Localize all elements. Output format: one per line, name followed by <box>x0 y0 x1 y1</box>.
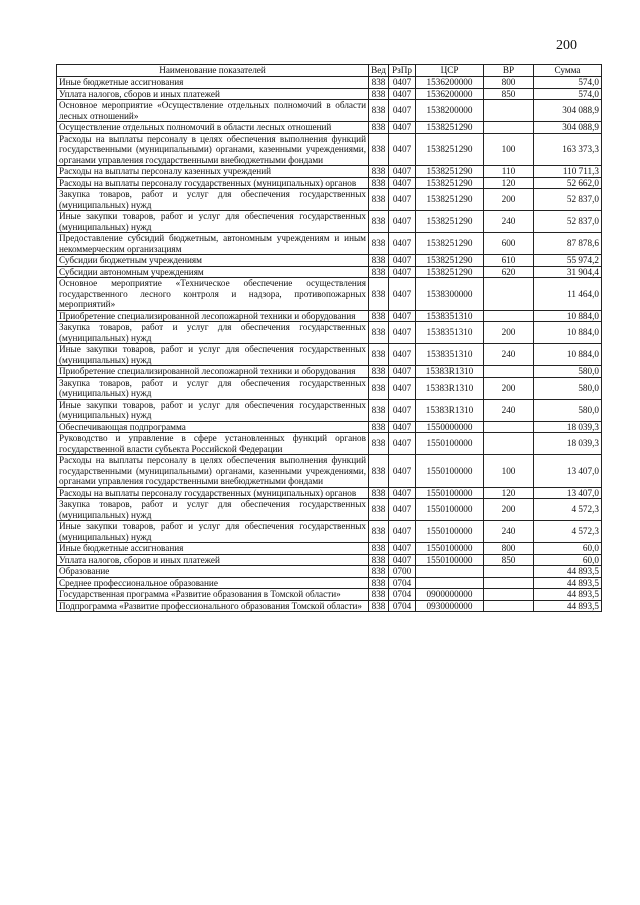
cell-ved: 838 <box>369 487 389 499</box>
cell-name: Закупка товаров, работ и услуг для обеспечения государственных (муниципальных) нужд <box>57 499 369 521</box>
cell-csr: 1538351310 <box>416 310 484 322</box>
cell-csr: 15383R1310 <box>416 377 484 399</box>
table-row <box>57 310 602 322</box>
cell-sum: 13 407,0 <box>534 455 602 488</box>
cell-vr <box>484 600 534 612</box>
cell-csr <box>416 566 484 578</box>
cell-ved: 838 <box>369 278 389 311</box>
cell-ved: 838 <box>369 255 389 267</box>
header-vr: ВР <box>484 65 534 77</box>
cell-ved: 838 <box>369 211 389 233</box>
cell-rzpr: 0704 <box>389 577 416 589</box>
cell-csr: 1550000000 <box>416 421 484 433</box>
cell-name: Уплата налогов, сборов и иных платежей <box>57 88 369 100</box>
cell-sum: 580,0 <box>534 366 602 378</box>
cell-vr: 200 <box>484 377 534 399</box>
cell-vr: 800 <box>484 543 534 555</box>
table-row <box>57 600 602 612</box>
cell-ved: 838 <box>369 166 389 178</box>
cell-rzpr: 0407 <box>389 399 416 421</box>
cell-vr <box>484 366 534 378</box>
cell-ved: 838 <box>369 88 389 100</box>
cell-name: Иные закупки товаров, работ и услуг для обеспечения государственных (муниципальных) нужд <box>57 211 369 233</box>
table-row <box>57 433 602 455</box>
cell-ved: 838 <box>369 543 389 555</box>
cell-rzpr: 0407 <box>389 322 416 344</box>
table-row <box>57 278 602 311</box>
cell-vr: 200 <box>484 189 534 211</box>
cell-rzpr: 0704 <box>389 600 416 612</box>
cell-rzpr: 0407 <box>389 554 416 566</box>
cell-name: Расходы на выплаты персоналу государственных (муниципальных) органов <box>57 177 369 189</box>
cell-ved: 838 <box>369 100 389 122</box>
table-row <box>57 88 602 100</box>
table-row <box>57 543 602 555</box>
cell-sum: 304 088,9 <box>534 100 602 122</box>
cell-sum: 163 373,3 <box>534 133 602 166</box>
cell-sum: 11 464,0 <box>534 278 602 311</box>
cell-rzpr: 0407 <box>389 211 416 233</box>
cell-sum: 60,0 <box>534 554 602 566</box>
cell-csr: 1550100000 <box>416 433 484 455</box>
table-row <box>57 366 602 378</box>
cell-name: Иные закупки товаров, работ и услуг для обеспечения государственных (муниципальных) нужд <box>57 399 369 421</box>
cell-vr: 120 <box>484 487 534 499</box>
table-row <box>57 521 602 543</box>
table-body <box>57 77 602 612</box>
cell-vr: 800 <box>484 77 534 89</box>
budget-table <box>56 64 602 612</box>
cell-name: Расходы на выплаты персоналу в целях обеспечения выполнения функций государственными (муниципальными) органами, казенными учреждениями, органами управления государственными внебюджетными фондами <box>57 455 369 488</box>
cell-rzpr: 0407 <box>389 499 416 521</box>
cell-sum: 52 837,0 <box>534 189 602 211</box>
cell-vr: 240 <box>484 211 534 233</box>
cell-rzpr: 0407 <box>389 278 416 311</box>
table-row <box>57 233 602 255</box>
cell-name: Иные бюджетные ассигнования <box>57 543 369 555</box>
cell-vr: 610 <box>484 255 534 267</box>
table-row <box>57 100 602 122</box>
cell-ved: 838 <box>369 266 389 278</box>
cell-csr: 1538251290 <box>416 177 484 189</box>
cell-csr: 1538251290 <box>416 255 484 267</box>
header-sum: Сумма <box>534 65 602 77</box>
cell-rzpr: 0407 <box>389 521 416 543</box>
cell-ved: 838 <box>369 399 389 421</box>
cell-sum: 44 893,5 <box>534 589 602 601</box>
table-row <box>57 211 602 233</box>
cell-sum: 13 407,0 <box>534 487 602 499</box>
cell-name: Закупка товаров, работ и услуг для обеспечения государственных (муниципальных) нужд <box>57 377 369 399</box>
cell-rzpr: 0407 <box>389 122 416 134</box>
cell-ved: 838 <box>369 577 389 589</box>
cell-sum: 4 572,3 <box>534 521 602 543</box>
cell-vr <box>484 421 534 433</box>
cell-ved: 838 <box>369 233 389 255</box>
cell-ved: 838 <box>369 189 389 211</box>
cell-ved: 838 <box>369 433 389 455</box>
cell-vr: 240 <box>484 399 534 421</box>
cell-sum: 44 893,5 <box>534 577 602 589</box>
cell-ved: 838 <box>369 322 389 344</box>
cell-rzpr: 0407 <box>389 100 416 122</box>
cell-rzpr: 0407 <box>389 421 416 433</box>
cell-csr: 1536200000 <box>416 88 484 100</box>
cell-vr: 600 <box>484 233 534 255</box>
cell-csr: 1538251290 <box>416 266 484 278</box>
table-row <box>57 455 602 488</box>
cell-name: Уплата налогов, сборов и иных платежей <box>57 554 369 566</box>
cell-rzpr: 0704 <box>389 589 416 601</box>
cell-vr: 120 <box>484 177 534 189</box>
cell-ved: 838 <box>369 344 389 366</box>
cell-vr: 850 <box>484 88 534 100</box>
cell-ved: 838 <box>369 77 389 89</box>
cell-csr: 1538351310 <box>416 322 484 344</box>
cell-vr <box>484 310 534 322</box>
cell-csr <box>416 577 484 589</box>
cell-ved: 838 <box>369 177 389 189</box>
cell-sum: 60,0 <box>534 543 602 555</box>
cell-csr: 1538251290 <box>416 166 484 178</box>
table-row <box>57 399 602 421</box>
cell-csr: 15383R1310 <box>416 399 484 421</box>
cell-rzpr: 0407 <box>389 366 416 378</box>
table-row <box>57 189 602 211</box>
cell-name: Осуществление отдельных полномочий в области лесных отношений <box>57 122 369 134</box>
cell-csr: 15383R1310 <box>416 366 484 378</box>
cell-vr <box>484 566 534 578</box>
cell-name: Расходы на выплаты персоналу казенных учреждений <box>57 166 369 178</box>
table-row <box>57 421 602 433</box>
cell-vr <box>484 100 534 122</box>
cell-sum: 44 893,5 <box>534 600 602 612</box>
header-rzpr: РзПр <box>389 65 416 77</box>
cell-rzpr: 0407 <box>389 189 416 211</box>
cell-rzpr: 0407 <box>389 177 416 189</box>
cell-ved: 838 <box>369 600 389 612</box>
cell-vr <box>484 433 534 455</box>
cell-ved: 838 <box>369 421 389 433</box>
cell-name: Среднее профессиональное образование <box>57 577 369 589</box>
cell-rzpr: 0407 <box>389 233 416 255</box>
cell-vr: 100 <box>484 133 534 166</box>
cell-ved: 838 <box>369 521 389 543</box>
table-row <box>57 554 602 566</box>
cell-vr: 620 <box>484 266 534 278</box>
cell-vr <box>484 589 534 601</box>
table-row <box>57 487 602 499</box>
table-row <box>57 589 602 601</box>
cell-ved: 838 <box>369 589 389 601</box>
table-row <box>57 77 602 89</box>
cell-sum: 52 837,0 <box>534 211 602 233</box>
cell-rzpr: 0407 <box>389 88 416 100</box>
cell-rzpr: 0407 <box>389 455 416 488</box>
cell-rzpr: 0407 <box>389 377 416 399</box>
cell-ved: 838 <box>369 499 389 521</box>
cell-name: Закупка товаров, работ и услуг для обеспечения государственных (муниципальных) нужд <box>57 322 369 344</box>
table-row <box>57 322 602 344</box>
cell-csr: 1538251290 <box>416 211 484 233</box>
cell-rzpr: 0407 <box>389 166 416 178</box>
cell-rzpr: 0700 <box>389 566 416 578</box>
table-row <box>57 177 602 189</box>
cell-csr: 1550100000 <box>416 554 484 566</box>
cell-rzpr: 0407 <box>389 433 416 455</box>
cell-name: Руководство и управление в сфере установленных функций органов государственной власти субъекта Российской Федерации <box>57 433 369 455</box>
cell-vr: 240 <box>484 521 534 543</box>
cell-sum: 55 974,2 <box>534 255 602 267</box>
cell-csr: 1550100000 <box>416 543 484 555</box>
cell-ved: 838 <box>369 122 389 134</box>
cell-sum: 10 884,0 <box>534 344 602 366</box>
cell-csr: 1536200000 <box>416 77 484 89</box>
cell-vr <box>484 278 534 311</box>
cell-name: Государственная программа «Развитие образования в Томской области» <box>57 589 369 601</box>
cell-name: Иные закупки товаров, работ и услуг для обеспечения государственных (муниципальных) нужд <box>57 344 369 366</box>
table-header-row <box>57 65 602 77</box>
cell-name: Расходы на выплаты персоналу государственных (муниципальных) органов <box>57 487 369 499</box>
header-name: Наименование показателей <box>57 65 369 77</box>
cell-csr: 1538251290 <box>416 133 484 166</box>
cell-csr: 1538200000 <box>416 100 484 122</box>
cell-csr: 1538251290 <box>416 189 484 211</box>
cell-sum: 580,0 <box>534 377 602 399</box>
cell-csr: 1538300000 <box>416 278 484 311</box>
header-csr: ЦСР <box>416 65 484 77</box>
table-row <box>57 255 602 267</box>
cell-ved: 838 <box>369 554 389 566</box>
cell-sum: 4 572,3 <box>534 499 602 521</box>
cell-ved: 838 <box>369 377 389 399</box>
cell-ved: 838 <box>369 366 389 378</box>
cell-csr: 1538251290 <box>416 122 484 134</box>
cell-csr: 0900000000 <box>416 589 484 601</box>
cell-rzpr: 0407 <box>389 543 416 555</box>
cell-name: Основное мероприятие «Осуществление отдельных полномочий в области лесных отношений» <box>57 100 369 122</box>
cell-rzpr: 0407 <box>389 487 416 499</box>
cell-vr: 200 <box>484 322 534 344</box>
cell-vr: 110 <box>484 166 534 178</box>
cell-vr <box>484 122 534 134</box>
cell-rzpr: 0407 <box>389 310 416 322</box>
cell-name: Приобретение специализированной лесопожарной техники и оборудования <box>57 310 369 322</box>
cell-sum: 87 878,6 <box>534 233 602 255</box>
cell-name: Иные бюджетные ассигнования <box>57 77 369 89</box>
table-row <box>57 377 602 399</box>
cell-sum: 18 039,3 <box>534 433 602 455</box>
cell-vr: 850 <box>484 554 534 566</box>
cell-sum: 18 039,3 <box>534 421 602 433</box>
cell-sum: 574,0 <box>534 88 602 100</box>
cell-rzpr: 0407 <box>389 255 416 267</box>
cell-name: Субсидии бюджетным учреждениям <box>57 255 369 267</box>
table-row <box>57 266 602 278</box>
cell-ved: 838 <box>369 310 389 322</box>
cell-name: Закупка товаров, работ и услуг для обеспечения государственных (муниципальных) нужд <box>57 189 369 211</box>
cell-rzpr: 0407 <box>389 133 416 166</box>
cell-sum: 10 884,0 <box>534 310 602 322</box>
cell-rzpr: 0407 <box>389 344 416 366</box>
cell-sum: 44 893,5 <box>534 566 602 578</box>
cell-name: Обеспечивающая подпрограмма <box>57 421 369 433</box>
cell-rzpr: 0407 <box>389 77 416 89</box>
cell-vr <box>484 577 534 589</box>
cell-vr: 240 <box>484 344 534 366</box>
cell-csr: 1550100000 <box>416 455 484 488</box>
cell-name: Образование <box>57 566 369 578</box>
cell-name: Подпрограмма «Развитие профессионального образования Томской области» <box>57 600 369 612</box>
cell-csr: 1538351310 <box>416 344 484 366</box>
table-row <box>57 166 602 178</box>
cell-csr: 1538251290 <box>416 233 484 255</box>
cell-sum: 304 088,9 <box>534 122 602 134</box>
cell-name: Приобретение специализированной лесопожарной техники и оборудования <box>57 366 369 378</box>
cell-name: Основное мероприятие «Техническое обеспечение осуществления государственного лесного контроля и надзора, противопожарных мероприятий» <box>57 278 369 311</box>
cell-vr: 200 <box>484 499 534 521</box>
cell-ved: 838 <box>369 566 389 578</box>
table-row <box>57 566 602 578</box>
cell-sum: 31 904,4 <box>534 266 602 278</box>
table-row <box>57 344 602 366</box>
cell-name: Предоставление субсидий бюджетным, автономным учреждениям и иным некоммерческим организациям <box>57 233 369 255</box>
cell-vr: 100 <box>484 455 534 488</box>
header-ved: Вед <box>369 65 389 77</box>
cell-sum: 574,0 <box>534 77 602 89</box>
cell-name: Субсидии автономным учреждениям <box>57 266 369 278</box>
cell-ved: 838 <box>369 455 389 488</box>
cell-sum: 110 711,3 <box>534 166 602 178</box>
table-row <box>57 577 602 589</box>
cell-csr: 1550100000 <box>416 499 484 521</box>
cell-csr: 1550100000 <box>416 521 484 543</box>
page-number: 200 <box>556 38 577 53</box>
cell-name: Иные закупки товаров, работ и услуг для обеспечения государственных (муниципальных) нужд <box>57 521 369 543</box>
cell-sum: 10 884,0 <box>534 322 602 344</box>
cell-ved: 838 <box>369 133 389 166</box>
cell-csr: 0930000000 <box>416 600 484 612</box>
cell-name: Расходы на выплаты персоналу в целях обеспечения выполнения функций государственными (муниципальными) органами, казенными учреждениями, органами управления государственными внебюджетными фондами <box>57 133 369 166</box>
table-row <box>57 122 602 134</box>
cell-csr: 1550100000 <box>416 487 484 499</box>
table-row <box>57 499 602 521</box>
table-row <box>57 133 602 166</box>
cell-sum: 580,0 <box>534 399 602 421</box>
cell-sum: 52 662,0 <box>534 177 602 189</box>
cell-rzpr: 0407 <box>389 266 416 278</box>
